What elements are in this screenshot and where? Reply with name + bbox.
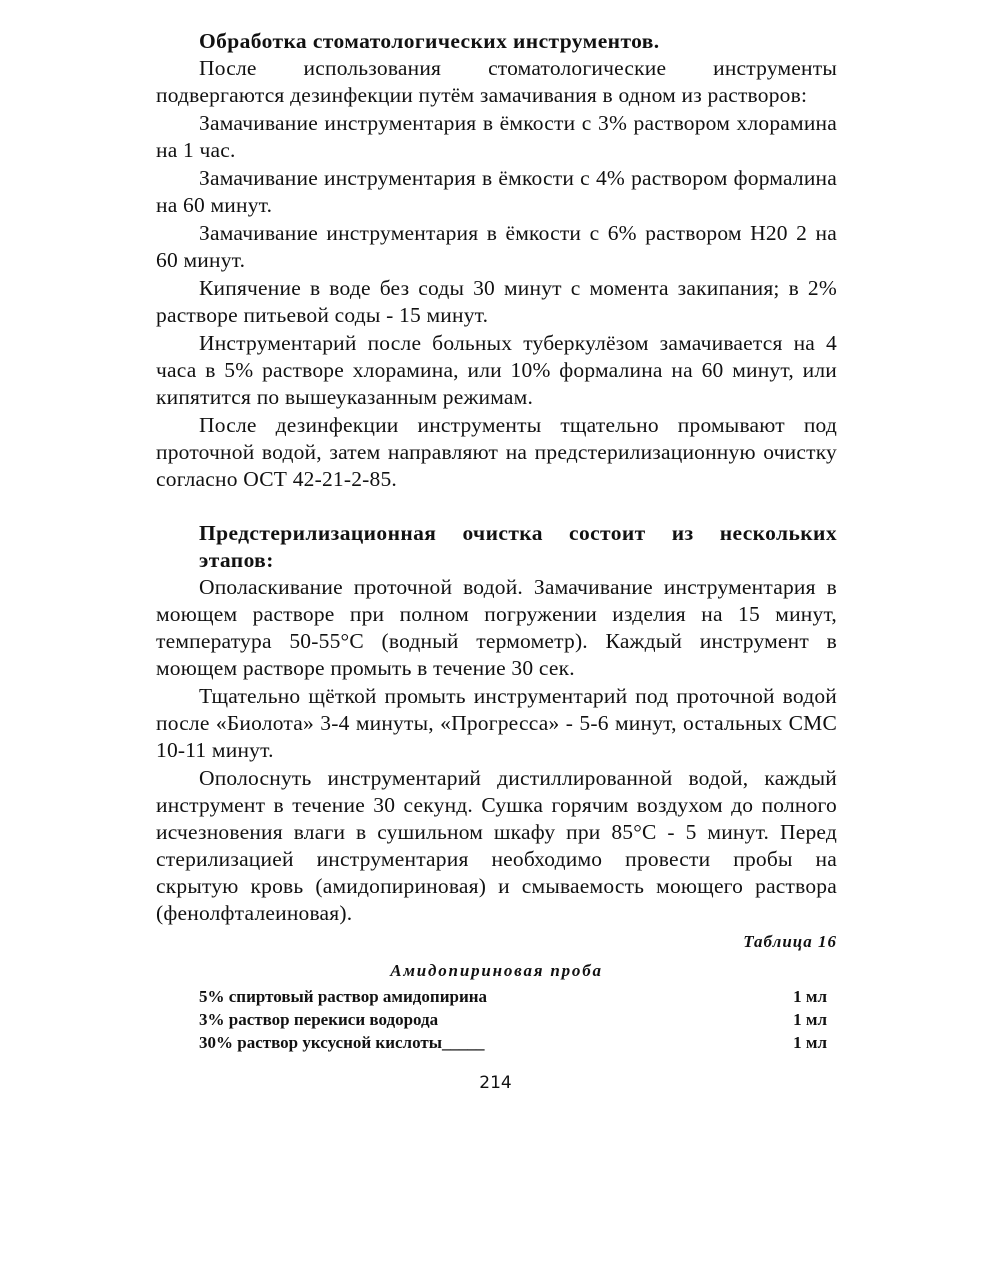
- page-content: [156, 28, 837, 1054]
- paragraph: Замачивание инструментария в ёмкости с 6% раствором Н20 2 на 60 минут.: [156, 221, 837, 272]
- table-cell-item: 30% раствор уксусной кислоты_____: [199, 1033, 485, 1052]
- table-cell-amount: 1 мл: [793, 987, 827, 1006]
- reagent-table: [156, 985, 837, 1054]
- section-heading-instrument-processing: Обработка стоматологических инструментов.: [199, 29, 660, 53]
- table-cell-amount: 1 мл: [793, 1033, 827, 1052]
- paragraph: После дезинфекции инструменты тщательно промывают под проточной водой, затем направляют на предстерилизационную очистку согласно ОСТ 42-21-2-85.: [156, 413, 837, 491]
- table-row: [199, 1008, 827, 1031]
- section-heading-presterilization-cleaning: Предстерилизационная очистка состоит из нескольких этапов:: [199, 521, 837, 572]
- paragraph: Замачивание инструментария в ёмкости с 4% раствором формалина на 60 минут.: [156, 166, 837, 217]
- table-cell-item: 5% спиртовый раствор амидопирина: [199, 987, 488, 1006]
- paragraph: Замачивание инструментария в ёмкости с 3% раствором хлорамина на 1 час.: [156, 111, 837, 162]
- paragraph: Инструментарий после больных туберкулёзом замачивается на 4 часа в 5% растворе хлорамина, или 10% формалина на 60 минут, или кипятится по вышеуказанным режимам.: [156, 331, 837, 409]
- paragraph: Тщательно щёткой промыть инструментарий под проточной водой после «Биолота» 3-4 минуты, «Прогресса» - 5-6 минут, остальных СМС 10-11 минут.: [156, 684, 837, 762]
- table-title: Амидопириновая проба: [390, 961, 603, 980]
- paragraph: Кипячение в воде без соды 30 минут с момента закипания; в 2% растворе питьевой соды - 15 минут.: [156, 276, 837, 327]
- paragraph: Ополаскивание проточной водой. Замачивание инструментария в моющем растворе при полном погружении изделия на 15 минут, температура 50-55°С (водный термометр). Каждый инструмент в моющем растворе промыть в течение 30 сек.: [156, 575, 837, 680]
- table-row: [199, 1031, 827, 1054]
- paragraph: После использования стоматологические инструменты подвергаются дезинфекции путём замачивания в одном из растворов:: [156, 56, 837, 107]
- page-number: 214: [479, 1073, 512, 1093]
- table-caption: Таблица 16: [743, 932, 837, 951]
- table-cell-amount: 1 мл: [793, 1010, 827, 1029]
- paragraph: Ополоснуть инструментарий дистиллированной водой, каждый инструмент в течение 30 секунд. Сушка горячим воздухом до полного исчезновения влаги в сушильном шкафу при 85°С - 5 минут. Перед стерилизацией инструментария необходимо провести пробы на скрытую кровь (амидопириновая) и смываемость моющего раствора (фенолфталеиновая).: [156, 766, 837, 925]
- table-row: [199, 985, 827, 1008]
- section-spacer: [156, 494, 837, 520]
- table-cell-item: 3% раствор перекиси водорода: [199, 1010, 439, 1029]
